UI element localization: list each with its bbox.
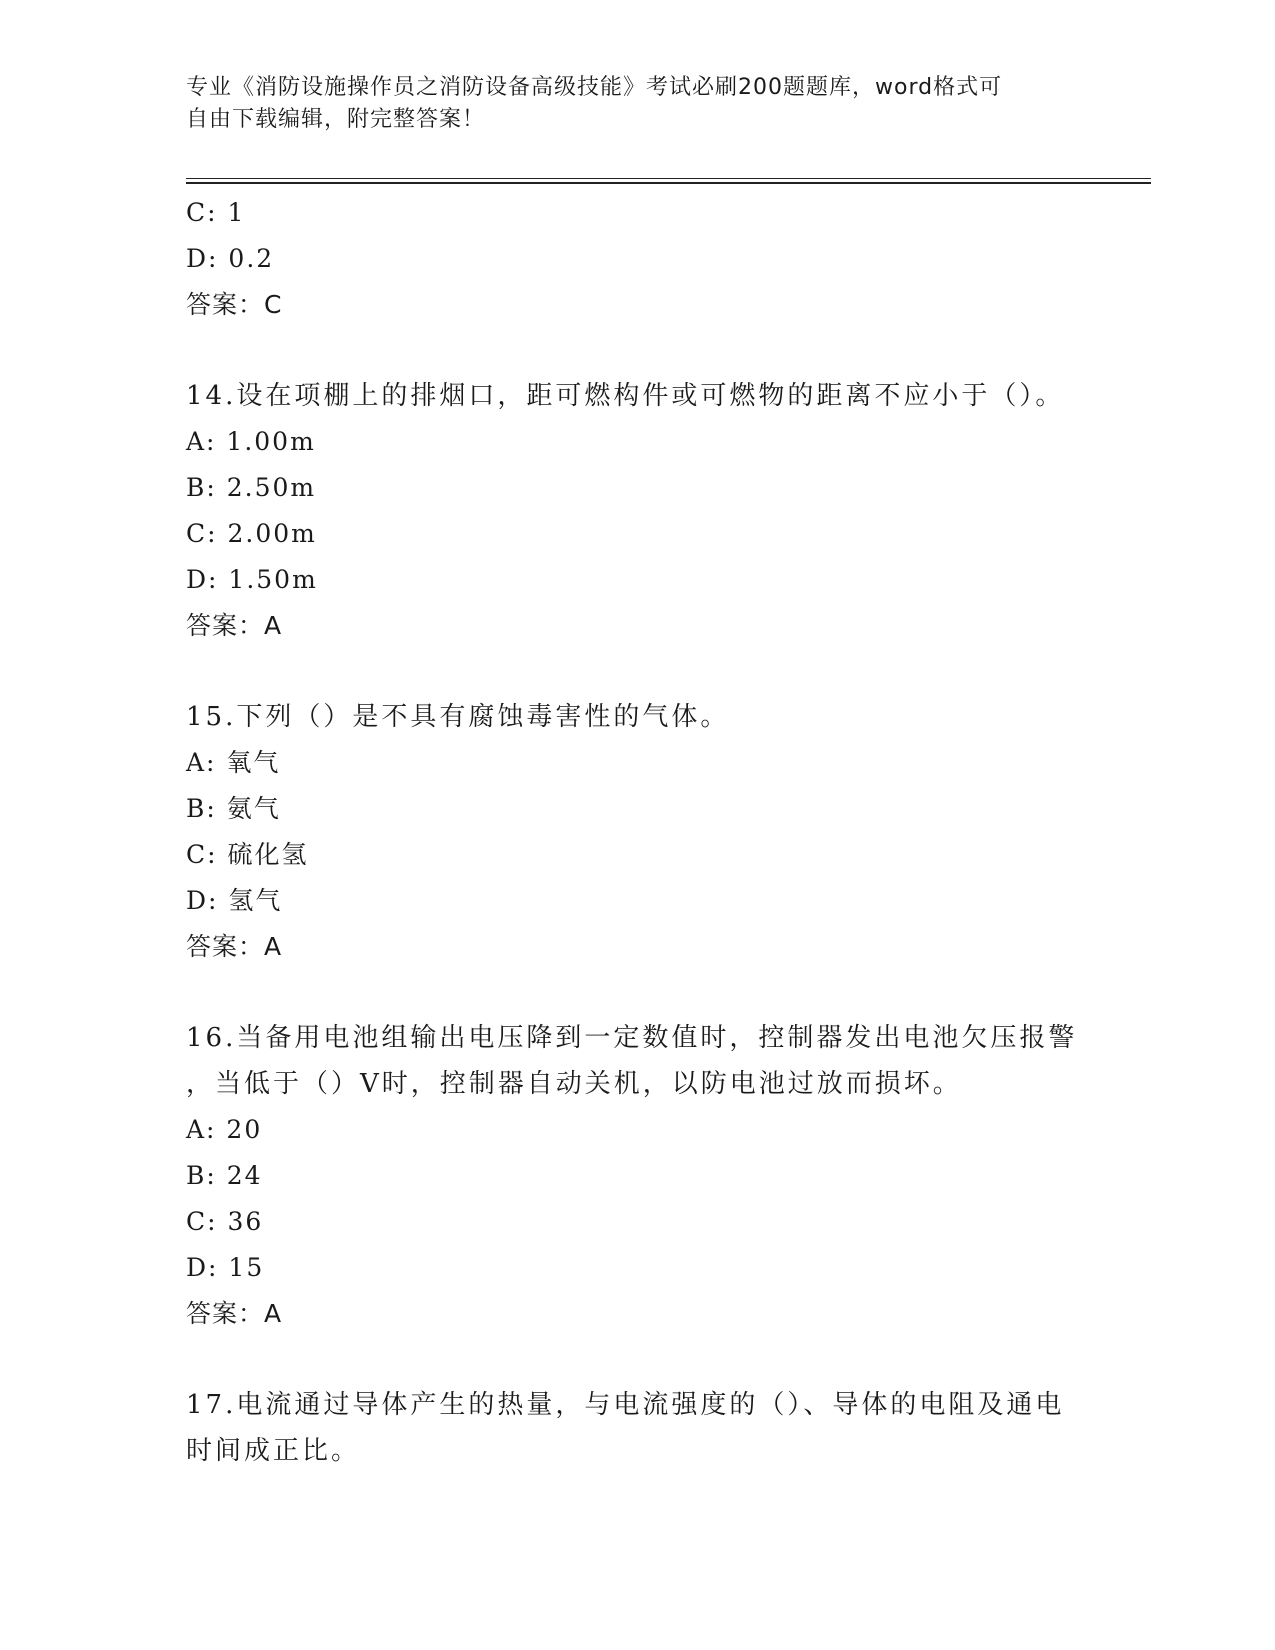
option-c: C: 36 [186,1207,264,1236]
question-text: 15.下列（）是不具有腐蚀毒害性的气体。 [186,702,730,732]
header-line-2: 自由下载编辑，附完整答案！ [186,107,486,132]
answer: 答案：A [186,611,283,640]
option-d: D: 15 [186,1253,265,1282]
option-d: D: 氢气 [186,886,283,915]
answer: 答案：A [186,932,283,961]
option-a: A: 氧气 [186,748,281,777]
question-15 [186,694,1086,970]
question-text-line-1: 16.当备用电池组输出电压降到一定数值时，控制器发出电池欠压报警 [186,1023,1078,1053]
document-header [186,72,1066,136]
question-17 [186,1382,1086,1474]
option-b: B: 2.50m [186,473,317,502]
answer: 答案：A [186,1299,283,1328]
question-text-line-1: 17.电流通过导体产生的热量，与电流强度的（）、导体的电阻及通电 [186,1390,1065,1420]
question-14 [186,373,1086,649]
header-line-1: 专业《消防设施操作员之消防设备高级技能》考试必刷200题题库，word格式可 [186,75,1003,100]
question-text-line-2: 时间成正比。 [186,1436,361,1466]
option-c: C: 1 [186,198,246,227]
header-rule-top [186,178,1151,179]
header-rule-bottom [186,182,1151,184]
option-c: C: 硫化氢 [186,840,309,869]
question-text-line-2: ，当低于（）V时，控制器自动关机，以防电池过放而损坏。 [186,1069,962,1099]
question-13 [186,190,1086,328]
option-d: D: 1.50m [186,565,318,594]
option-c: C: 2.00m [186,519,317,548]
option-b: B: 24 [186,1161,263,1190]
option-d: D: 0.2 [186,244,275,273]
option-a: A: 1.00m [186,427,316,456]
option-b: B: 氨气 [186,794,281,823]
question-list [186,190,1086,1474]
question-text: 14.设在项棚上的排烟口，距可燃构件或可燃物的距离不应小于（）。 [186,381,1065,411]
question-16 [186,1015,1086,1337]
answer: 答案：C [186,290,283,319]
option-a: A: 20 [186,1115,263,1144]
